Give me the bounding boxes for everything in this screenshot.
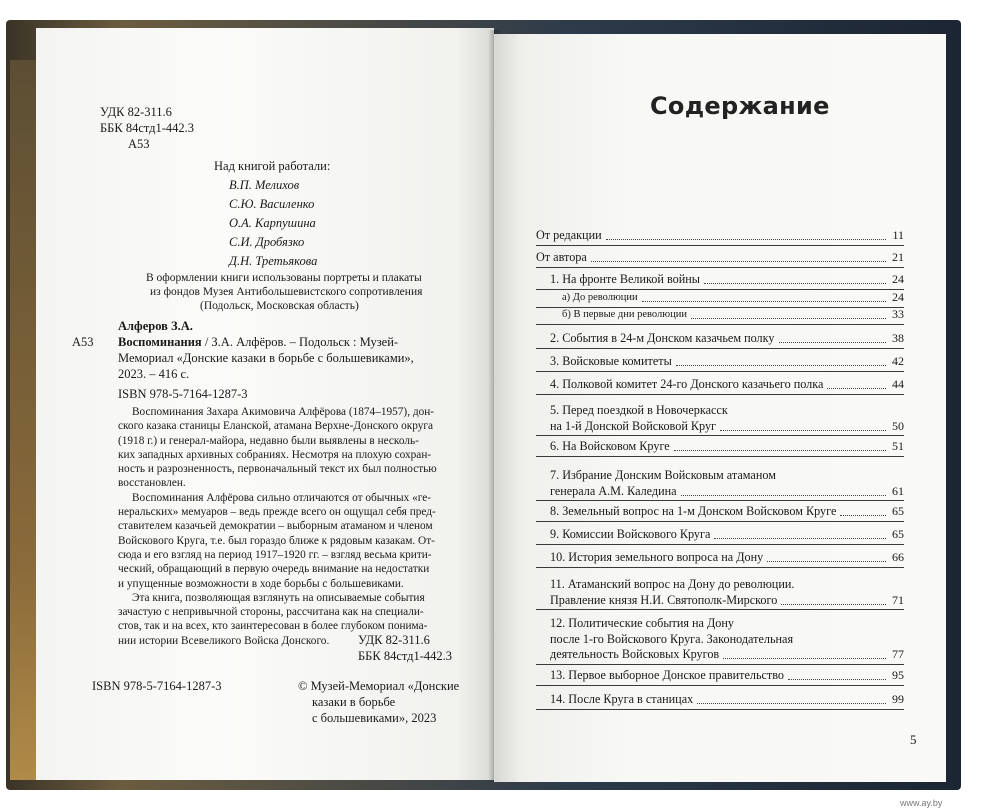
toc-separator bbox=[536, 394, 904, 395]
toc-entry-text: 12. Политические события на Дону bbox=[550, 616, 735, 630]
toc-entry-text: генерала А.М. Каледина bbox=[550, 483, 677, 498]
annotation-line: стов, так и на всех, кто заинтересован в более глубоком понима- bbox=[118, 620, 428, 633]
toc-entry-text: деятельность Войсковых Кругов bbox=[550, 647, 720, 661]
annotation-line: ность и разрозненность, первоначальный текст их был полностью bbox=[118, 463, 437, 476]
toc-entry-text: От автора bbox=[536, 250, 587, 264]
toc-separator bbox=[536, 371, 904, 372]
toc-page-number: 65 bbox=[892, 504, 904, 518]
toc-entry-text: а) До революции bbox=[562, 292, 638, 303]
toc-separator bbox=[536, 500, 904, 501]
toc-separator bbox=[536, 435, 904, 436]
annotation-line: Войскового Круга, т.е. был гораздо ближе к рядовым казакам. От- bbox=[118, 534, 435, 547]
toc-separator bbox=[536, 267, 904, 268]
toc-title: Содержание bbox=[650, 92, 830, 120]
toc-page-number: 99 bbox=[892, 692, 904, 706]
toc-entry-text: 3. Войсковые комитеты bbox=[550, 354, 672, 368]
toc-page-number: 24 bbox=[892, 290, 904, 304]
toc-page-number: 61 bbox=[892, 483, 904, 498]
design-note-2: из фондов Музея Антибольшевистского сопротивления bbox=[150, 286, 423, 298]
toc-leader-dots bbox=[606, 239, 886, 240]
bib-rest: / З.А. Алфёров. – Подольск : Музей- bbox=[201, 335, 399, 349]
bib-line-3: 2023. – 416 с. bbox=[118, 367, 190, 381]
toc-page-number: 11 bbox=[892, 228, 904, 242]
toc-entry-text: Правление князя Н.И. Святополк-Мирского bbox=[550, 592, 778, 607]
annotation-line: нии истории Всевеликого Войска Донского. bbox=[118, 634, 330, 647]
isbn-mid: ISBN 978-5-7164-1287-3 bbox=[118, 387, 248, 401]
annotation-line: зачастую с непривычной стороны, рассчитана как на специали- bbox=[118, 606, 424, 619]
toc-leader-dots bbox=[676, 365, 886, 366]
annotation-line: Воспоминания Алфёрова сильно отличаются от обычных «ге- bbox=[132, 491, 432, 504]
annotation-line: ского казака станицы Еланской, атамана Верхне-Донского округа bbox=[118, 420, 434, 433]
toc-page-number: 38 bbox=[892, 331, 904, 345]
worked-title: Над книгой работали: bbox=[214, 159, 331, 173]
toc-separator bbox=[536, 324, 904, 325]
bib-line-2: Мемориал «Донские казаки в борьбе с большевиками», bbox=[118, 351, 414, 365]
editor-1: В.П. Мелихов bbox=[229, 178, 300, 192]
toc-leader-dots bbox=[674, 450, 886, 451]
toc-page-number: 95 bbox=[892, 668, 904, 682]
toc-leader-dots bbox=[779, 342, 887, 343]
editor-5: Д.Н. Третьякова bbox=[229, 254, 318, 268]
toc-page-number: 77 bbox=[892, 647, 904, 661]
toc-page-number: 42 bbox=[892, 354, 904, 368]
toc-page-number: 71 bbox=[892, 592, 904, 607]
toc-entry-text: 13. Первое выборное Донское правительство bbox=[550, 668, 785, 682]
toc-page-number: 33 bbox=[892, 307, 904, 321]
toc-entry-text: 5. Перед поездкой в Новочеркасск bbox=[550, 403, 728, 417]
isbn-bottom: ISBN 978-5-7164-1287-3 bbox=[92, 679, 222, 693]
editor-4: С.И. Дробязко bbox=[229, 235, 305, 249]
toc-page-number: 24 bbox=[892, 272, 904, 286]
toc-page-number: 50 bbox=[892, 418, 904, 433]
annotation-line: Воспоминания Захара Акимовича Алфёрова (1874–1957), дон- bbox=[132, 406, 435, 418]
annotation-line: восстановлен. bbox=[118, 477, 186, 490]
annotation-line: (1918 г.) и генерал-майора, недавно были выявлены в несколь- bbox=[118, 434, 419, 447]
toc-leader-dots bbox=[642, 301, 886, 302]
toc-entry-text: на 1-й Донской Войсковой Круг bbox=[550, 418, 717, 433]
annotation-line: неральских» мемуаров – ведь прежде всего он ощущал себя пред- bbox=[118, 506, 436, 519]
bbk-top: ББК 84стд1-442.3 bbox=[100, 121, 195, 135]
annotation-line: ких западных архивных собраниях. Несмотря на плохую сохран- bbox=[118, 448, 432, 461]
toc-leader-dots bbox=[697, 703, 886, 704]
toc-leader-dots bbox=[723, 658, 886, 659]
copyright-2: казаки в борьбе bbox=[312, 695, 396, 709]
watermark-text: www.ay.by bbox=[900, 798, 943, 808]
udk-top: УДК 82-311.6 bbox=[100, 105, 172, 119]
toc-leader-dots bbox=[781, 604, 886, 605]
toc-entry-text: 14. После Круга в станицах bbox=[550, 692, 694, 706]
toc-leader-dots bbox=[591, 261, 886, 262]
toc-leader-dots bbox=[691, 318, 886, 319]
bbk-bottom: ББК 84стд1-442.3 bbox=[358, 649, 453, 663]
toc-separator bbox=[536, 685, 904, 686]
annotation-line: и упущенные возможности в ходе борьбы с большевиками. bbox=[118, 577, 404, 590]
toc-entry-text: 10. История земельного вопроса на Дону bbox=[550, 550, 764, 564]
toc-leader-dots bbox=[714, 538, 886, 539]
toc-entry-text: 9. Комиссии Войскового Круга bbox=[550, 527, 711, 541]
toc-page-number: 65 bbox=[892, 527, 904, 541]
left-page bbox=[36, 28, 494, 780]
bib-line-1 bbox=[118, 334, 398, 350]
design-note-1: В оформлении книги использованы портреты и плакаты bbox=[146, 272, 422, 284]
toc-separator bbox=[536, 567, 904, 568]
toc-entry-text: 4. Полковой комитет 24-го Донского казачьего полка bbox=[550, 377, 824, 391]
toc-entry-text: 8. Земельный вопрос на 1-м Донском Войсковом Круге bbox=[550, 504, 837, 518]
toc-page-number: 51 bbox=[892, 439, 904, 453]
toc-separator bbox=[536, 709, 904, 710]
toc-page-number: 21 bbox=[892, 250, 904, 264]
toc-leader-dots bbox=[720, 430, 886, 431]
author-heading: Алферов З.А. bbox=[118, 319, 193, 333]
code-top: А53 bbox=[128, 137, 150, 151]
editor-3: О.А. Карпушина bbox=[229, 216, 316, 230]
toc-separator bbox=[536, 664, 904, 665]
annotation-line: ческий, обращающий в первую очередь внимание на недостатки bbox=[118, 563, 430, 576]
toc-entry-text: От редакции bbox=[536, 228, 602, 242]
bib-title: Воспоминания bbox=[118, 335, 202, 349]
code-side: А53 bbox=[72, 335, 94, 349]
design-note-3: (Подольск, Московская область) bbox=[200, 300, 359, 312]
copyright-3: с большевиками», 2023 bbox=[312, 711, 437, 725]
copyright-1: © Музей-Мемориал «Донские bbox=[298, 679, 460, 693]
toc-separator bbox=[536, 245, 904, 246]
toc-separator bbox=[536, 348, 904, 349]
toc-page-number: 66 bbox=[892, 550, 904, 564]
annotation-line: сюда и его взгляд на период 1917–1920 гг. – взгляд весьма крити- bbox=[118, 548, 432, 561]
toc-leader-dots bbox=[788, 679, 886, 680]
annotation-line: Эта книга, позволяющая взглянуть на описываемые события bbox=[132, 591, 425, 604]
toc-separator bbox=[536, 544, 904, 545]
toc-entry-text: 1. На фронте Великой войны bbox=[550, 272, 700, 286]
toc-entry-text: 2. События в 24-м Донском казачьем полку bbox=[550, 331, 775, 345]
toc-leader-dots bbox=[704, 283, 886, 284]
toc-leader-dots bbox=[681, 495, 886, 496]
toc-separator bbox=[536, 521, 904, 522]
annotation bbox=[118, 405, 463, 648]
toc-entry-text: 11. Атаманский вопрос на Дону до революции. bbox=[550, 577, 795, 591]
toc-leader-dots bbox=[767, 561, 886, 562]
toc-entry-text: после 1-го Войскового Круга. Законодательная bbox=[550, 631, 794, 646]
annotation-line: ставителем казачьей демократии – выборным атаманом и членом bbox=[118, 520, 433, 533]
udk-bottom: УДК 82-311.6 bbox=[358, 633, 430, 647]
toc-entry-text: б) В первые дни революции bbox=[562, 309, 687, 320]
toc-entry-text: 6. На Войсковом Круге bbox=[550, 439, 670, 453]
page-number: 5 bbox=[910, 732, 917, 747]
toc-entry-text: 7. Избрание Донским Войсковым атаманом bbox=[550, 468, 776, 482]
toc-separator bbox=[536, 456, 904, 457]
toc-separator bbox=[536, 609, 904, 610]
editor-2: С.Ю. Василенко bbox=[229, 197, 315, 211]
toc-page-number: 44 bbox=[892, 377, 904, 391]
